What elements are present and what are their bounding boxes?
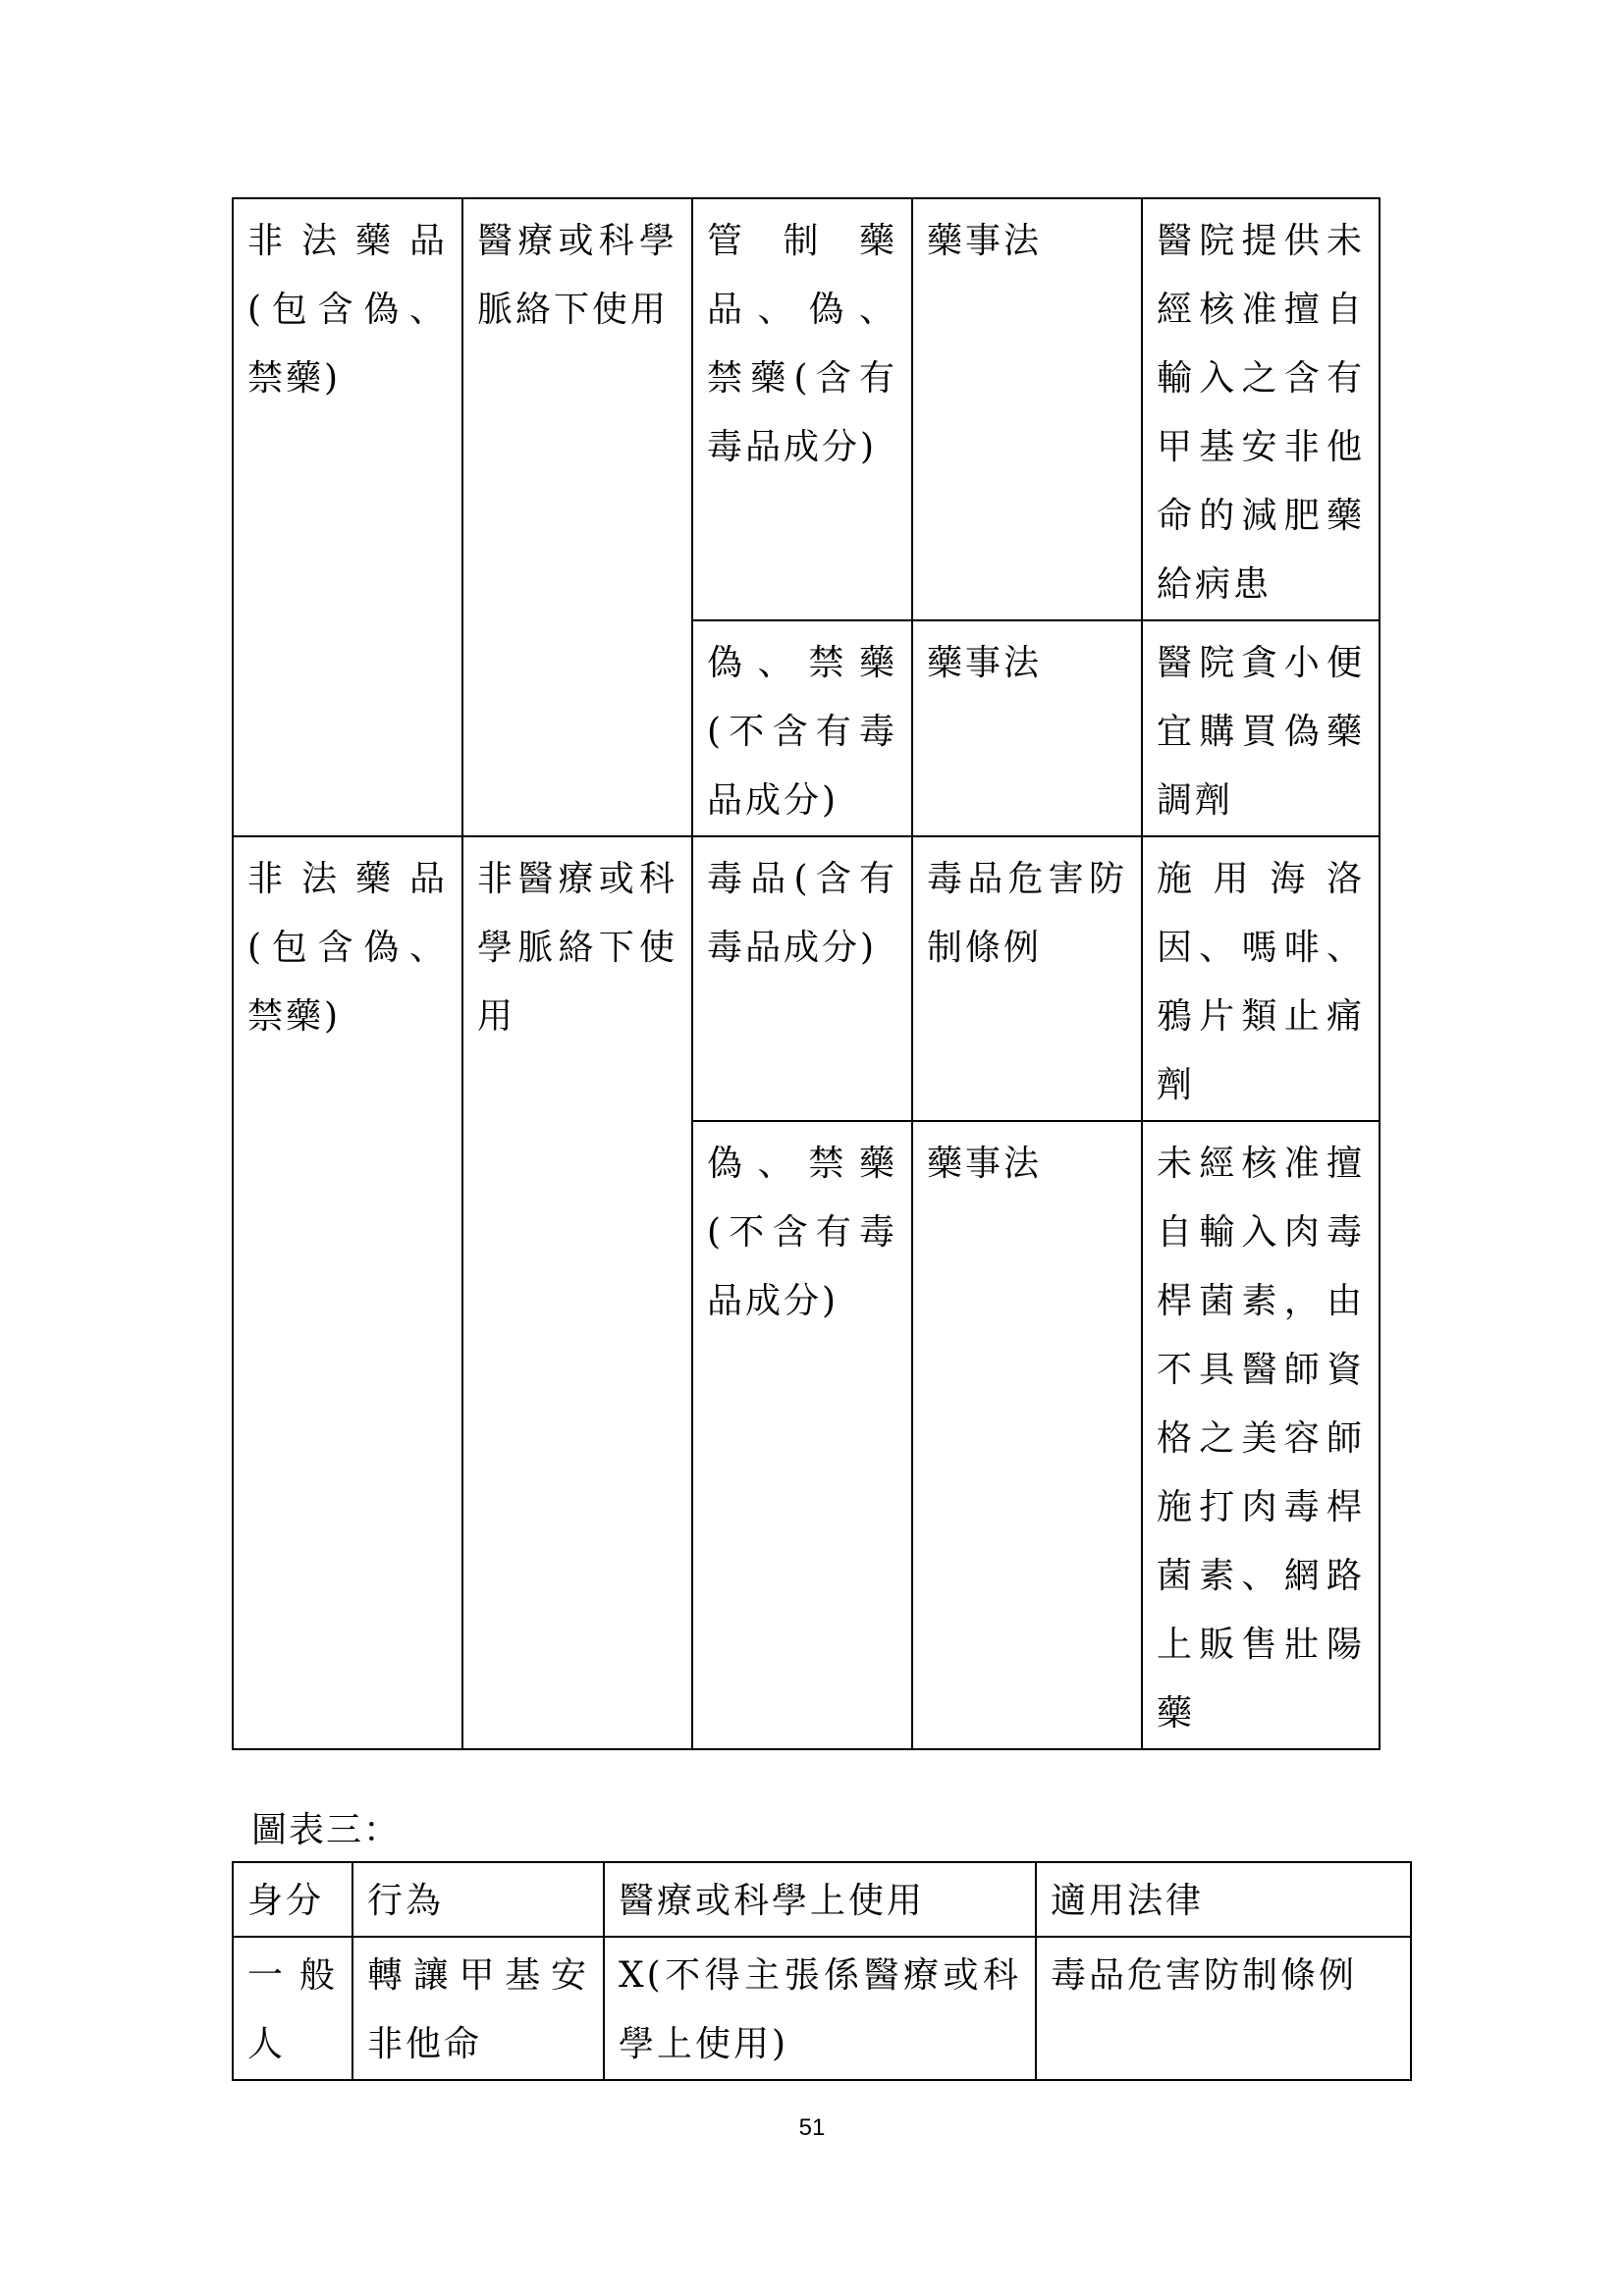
table-cell: 管制藥品、偽、禁藥(含有毒品成分)	[692, 198, 912, 620]
table-row	[233, 836, 1380, 1121]
table-cell: 毒品危害防制條例	[912, 836, 1142, 1121]
table-cell: 偽、禁藥(不含有毒品成分)	[692, 620, 912, 836]
table-cell: 醫院提供未經核准擅自輸入之含有甲基安非他命的減肥藥給病患	[1142, 198, 1380, 620]
table-cell: 一般人	[233, 1937, 352, 2080]
table-cell: 非法藥品(包含偽、禁藥)	[233, 198, 462, 836]
table-cell: 醫療或科學脈絡下使用	[462, 198, 692, 836]
table-row	[233, 1937, 1411, 2080]
column-header: 醫療或科學上使用	[604, 1862, 1036, 1937]
table-cell: 偽、禁藥(不含有毒品成分)	[692, 1121, 912, 1749]
table-cell: 毒品(含有毒品成分)	[692, 836, 912, 1121]
table-row	[233, 198, 1380, 620]
table-cell: 非法藥品(包含偽、禁藥)	[233, 836, 462, 1749]
table-cell: 未經核准擅自輸入肉毒桿菌素，由不具醫師資格之美容師施打肉毒桿菌素、網路上販售壯陽藥	[1142, 1121, 1380, 1749]
table-cell: 藥事法	[912, 620, 1142, 836]
chart-three-caption: 圖表三：	[251, 1810, 402, 1850]
chart-three-table	[232, 1861, 1412, 2081]
table-cell: 藥事法	[912, 1121, 1142, 1749]
column-header: 身分	[233, 1862, 352, 1937]
table-cell: 非醫療或科學脈絡下使用	[462, 836, 692, 1749]
table-cell: 藥事法	[912, 198, 1142, 620]
table-cell: 施用海洛因、嗎啡、鴉片類止痛劑	[1142, 836, 1380, 1121]
table-header-row	[233, 1862, 1411, 1937]
drug-law-table	[232, 197, 1380, 1750]
page-number: 51	[798, 2114, 826, 2141]
table-cell: X(不得主張係醫療或科學上使用)	[604, 1937, 1036, 2080]
table-cell: 毒品危害防制條例	[1036, 1937, 1411, 2080]
column-header: 適用法律	[1036, 1862, 1411, 1937]
column-header: 行為	[352, 1862, 604, 1937]
table-cell: 轉讓甲基安非他命	[352, 1937, 604, 2080]
table-cell: 醫院貪小便宜購買偽藥調劑	[1142, 620, 1380, 836]
